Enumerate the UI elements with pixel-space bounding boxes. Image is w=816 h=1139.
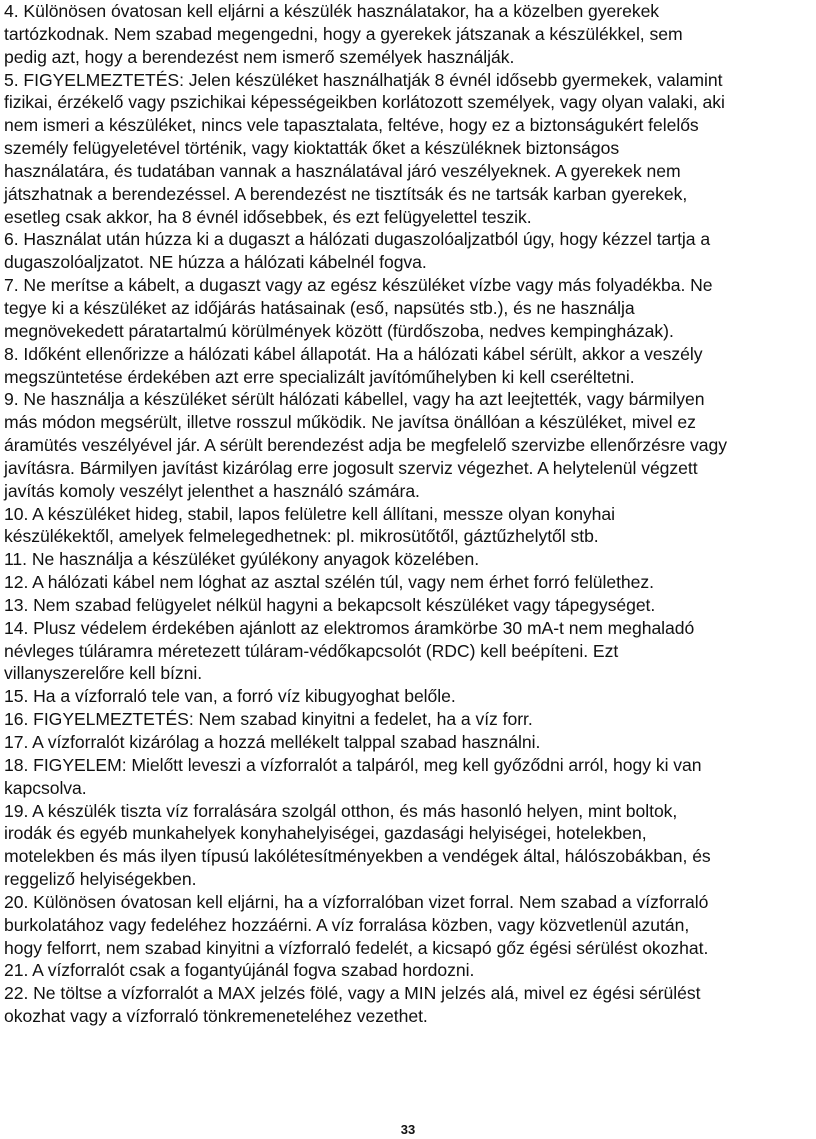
text-line: tartózkodnak. Nem szabad megengedni, hogy a gyerekek játszanak a készülékkel, sem — [4, 23, 683, 44]
text-line: 5. FIGYELMEZTETÉS: Jelen készüléket használhatják 8 évnél idősebb gyermekek, valamint — [4, 69, 723, 90]
text-line: névleges túláramra méretezett túláram-védőkapcsolót (RDC) kell beépíteni. Ezt — [4, 640, 619, 661]
text-line: motelekben és más ilyen típusú lakólétesítményekben a vendégek által, hálószobákban, és — [4, 846, 711, 867]
text-line: 12. A hálózati kábel nem lóghat az asztal szélén túl, vagy nem érhet forró felülethez. — [4, 572, 654, 593]
text-line: 22. Ne töltse a vízforralót a MAX jelzés fölé, vagy a MIN jelzés alá, mivel ez égési sérülést — [4, 983, 701, 1004]
page-number: 33 — [400, 1122, 416, 1137]
text-line: villanyszerelőre kell bízni. — [4, 663, 203, 684]
text-line: 20. Különösen óvatosan kell eljárni, ha a vízforralóban vizet forral. Nem szabad a vízforraló — [4, 891, 709, 912]
text-line: 16. FIGYELMEZTETÉS: Nem szabad kinyitni a fedelet, ha a víz forr. — [4, 709, 533, 730]
text-line: 18. FIGYELEM: Mielőtt leveszi a vízforralót a talpáról, meg kell győződni arról, hogy ki van — [4, 754, 702, 775]
text-line: megszüntetése érdekében azt erre specializált javítóműhelyben ki kell cseréltetni. — [4, 366, 635, 387]
text-line: fizikai, érzékelő vagy pszichikai képességeikben korlátozott személyek, vagy olyan valaki, aki — [4, 92, 725, 113]
text-line: 11. Ne használja a készüléket gyúlékony anyagok közelében. — [4, 549, 480, 570]
text-line: más módon megsérült, illetve rosszul működik. Ne javítsa önállóan a készüléket, mivel ez — [4, 412, 696, 433]
text-line: megnövekedett páratartalmú körülmények között (fürdőszoba, nedves kempingházak). — [4, 320, 674, 341]
text-line: javításra. Bármilyen javítást kizárólag erre jogosult szerviz végezhet. A helytelenül végzett — [4, 457, 698, 478]
text-line: 9. Ne használja a készüléket sérült hálózati kábellel, vagy ha azt leejtették, vagy bármilyen — [4, 389, 705, 410]
text-line: kapcsolva. — [4, 777, 87, 798]
text-line: tegye ki a készüléket az időjárás hatásainak (eső, napsütés stb.), és ne használja — [4, 297, 635, 318]
text-line: 17. A vízforralót kizárólag a hozzá mellékelt talppal szabad használni. — [4, 732, 541, 752]
document-body — [4, 0, 814, 1028]
text-line: személy felügyeletével történik, vagy kioktatták őket a készüléknek biztonságos — [4, 138, 620, 159]
text-line: hogy felforrt, nem szabad kinyitni a vízforraló fedelét, a kicsapó gőz égési sérülést okozhat. — [4, 937, 709, 958]
text-line: 6. Használat után húzza ki a dugaszt a hálózati dugaszolóaljzatból úgy, hogy kézzel tartja a — [4, 229, 711, 250]
text-line: 7. Ne merítse a kábelt, a dugaszt vagy az egész készüléket vízbe vagy más folyadékba. Ne — [4, 275, 713, 296]
text-line: burkolatához vagy fedeléhez hozzáérni. A víz forralása közben, vagy közvetlenül azután, — [4, 914, 690, 935]
text-line: 8. Időként ellenőrizze a hálózati kábel állapotát. Ha a hálózati kábel sérült, akkor a veszély — [4, 343, 703, 364]
text-line: 10. A készüléket hideg, stabil, lapos felületre kell állítani, messze olyan konyhai — [4, 503, 616, 524]
text-line: készülékektől, amelyek felmelegedhetnek: pl. mikrosütőtől, gáztűzhelytől stb. — [4, 526, 599, 547]
text-line: 19. A készülék tiszta víz forralására szolgál otthon, és más hasonló helyen, mint boltok, — [4, 800, 678, 821]
text-line: dugaszolóaljzatot. NE húzza a hálózati kábelnél fogva. — [4, 252, 427, 273]
text-line: nem ismeri a készüléket, nincs vele tapasztalata, feltéve, hogy ez a biztonságukért felelős — [4, 115, 699, 136]
text-line: reggeliző helyiségekben. — [4, 869, 197, 890]
text-line: játszhatnak a berendezéssel. A berendezést ne tisztítsák és ne tartsák karban gyerekek, — [4, 183, 688, 204]
text-line: 13. Nem szabad felügyelet nélkül hagyni a bekapcsolt készüléket vagy tápegységet. — [4, 594, 656, 615]
text-line: okozhat vagy a vízforraló tönkremeneteléhez vezethet. — [4, 1006, 428, 1027]
text-line: pedig azt, hogy a berendezést nem ismerő személyek használják. — [4, 46, 515, 67]
text-line: áramütés veszélyével jár. A sérült berendezést adja be megfelelő szervizbe ellenőrzésre vagy — [4, 435, 727, 456]
text-line: irodák és egyéb munkahelyek konyhahelyiségei, gazdasági helyiségei, hotelekben, — [4, 823, 647, 844]
text-line: 21. A vízforralót csak a fogantyújánál fogva szabad hordozni. — [4, 960, 475, 981]
text-line: javítás komoly veszélyt jelenthet a használó számára. — [4, 480, 420, 501]
text-line: 4. Különösen óvatosan kell eljárni a készülék használatakor, ha a közelben gyerekek — [4, 1, 660, 21]
text-line: használatára, és tudatában vannak a használatával járó veszélyeknek. A gyerekek nem — [4, 160, 681, 181]
text-line: 15. Ha a vízforraló tele van, a forró víz kibugyoghat belőle. — [4, 686, 456, 707]
text-line: esetleg csak akkor, ha 8 évnél idősebbek, és ezt felügyelettel teszik. — [4, 206, 532, 227]
text-line: 14. Plusz védelem érdekében ajánlott az elektromos áramkörbe 30 mA-t nem meghaladó — [4, 617, 695, 638]
